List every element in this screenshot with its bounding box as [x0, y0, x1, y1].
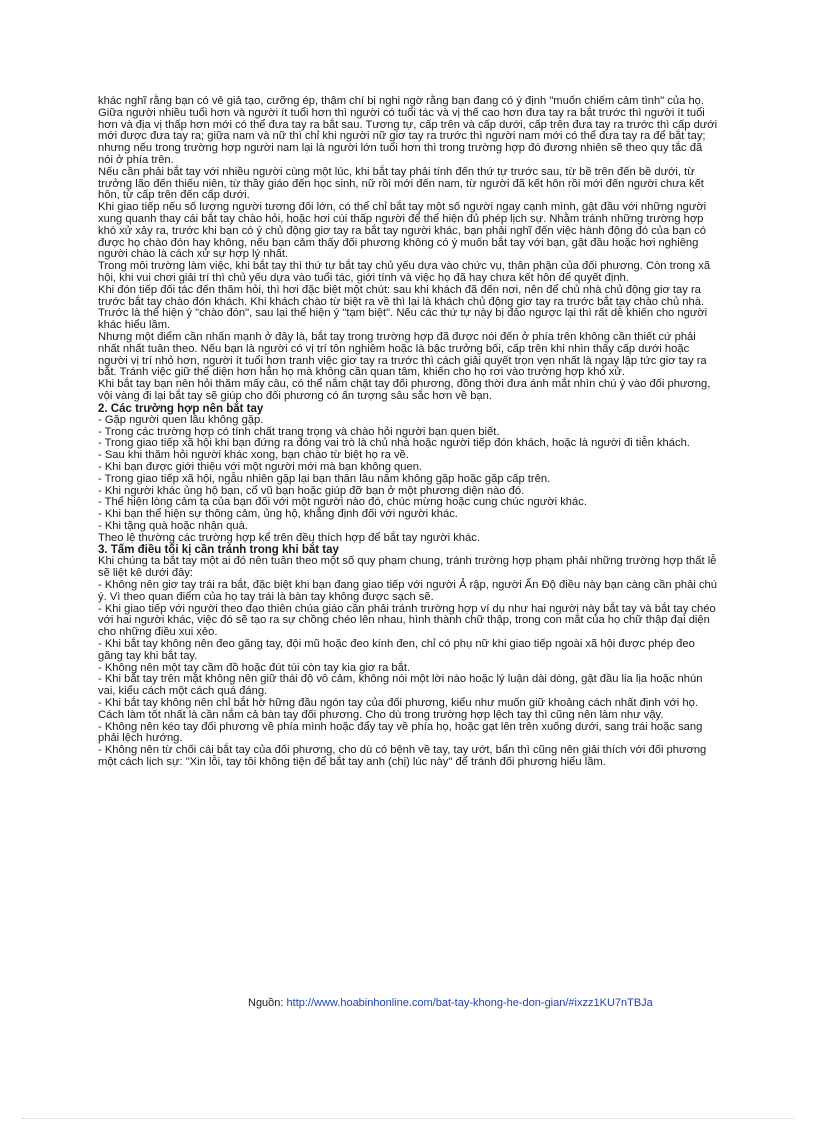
paragraph: Khi chúng ta bắt tay một ai đó nên tuân theo một số quy phạm chung, tránh trường hợp phạm phải những trường hợp thất lễ sẽ liệt kê dưới đây:	[98, 555, 717, 580]
paragraph: - Không nên giơ tay trái ra bắt, đặc biệt khi bạn đang giao tiếp với người Ả rập, người Ấn Độ điều này bạn càng cần phải chú ý. Vì theo quan điểm của họ tay trái là bàn tay không được sạch sẽ.	[98, 579, 717, 603]
paragraph: khác nghĩ rằng bạn có vẻ giả tạo, cưỡng ép, thậm chí bị nghi ngờ rằng bạn đang có ý định "muốn chiếm cảm tình" của họ.	[98, 95, 705, 107]
paragraph: - Không nên một tay cầm đồ hoặc đút túi còn tay kia giơ ra bắt.	[98, 661, 411, 674]
section-heading: 3. Tấm điều tối kị cần tránh trong khi bắt tay	[98, 544, 339, 557]
paragraph: - Sau khi thăm hỏi người khác xong, bạn chào từ biệt họ ra về.	[98, 449, 409, 462]
paragraph: Theo lệ thường các trường hợp kể trên đều thích hợp để bắt tay người khác.	[98, 531, 480, 544]
paragraph: Nhưng một điểm cần nhấn mạnh ở đây là, bắt tay trong trường hợp đã được nói đến ở phía trên không cần thiết cứ phải nhất nhất tuân theo. Nếu bạn là người có vị trí tôn nghiêm hoặc là bậc trưởng bối, cấp trên khi nhìn thấy cấp dưới hoặc người vị trí nhỏ hơn, người ít tuổi hơn tranh việc giơ tay ra trước thì cách giải quyết trọn vẹn nhất là ngay lập tức giơ tay ra bắt. Tránh việc giữ thể diện hơn hẳn họ mà không cần quan tâm, khiến cho họ rơi vào trường hợp khó xử.	[98, 330, 707, 379]
paragraph: Khi giao tiếp nếu số lượng người tương đối lớn, có thể chỉ bắt tay một số người ngay cạnh mình, gật đầu với những người xung quanh thay cái bắt tay chào hỏi, hoặc hơi cúi thấp người để thể hiện đủ phép lịch sự. Nhằm tránh những trường hợp khó xử xảy ra, trước khi bạn có ý chủ động giơ tay ra bắt tay người khác, bạn phải nghĩ đến việc hành động đó của bạn có được họ chào đón hay không, nếu bạn cảm thấy đối phương không có ý muốn bắt tay với bạn, gật đầu hoặc hơi nghiêng người chào là cách xử sự hợp lý nhất.	[98, 201, 707, 261]
paragraph: - Khi bắt tay trên mặt không nên giữ thái độ vô cảm, không nói một lời nào hoặc lý luận dài dòng, gật đầu lia lịa hoặc nhún vai, kiểu cách một cách quá đáng.	[98, 673, 703, 698]
paragraph: - Khi bắt tay không nên đeo găng tay, đội mũ hoặc đeo kính đen, chỉ có phụ nữ khi giao tiếp ngoài xã hội được phép đeo găng tay khi bắt tay.	[98, 638, 695, 662]
paragraph: - Khi giao tiếp với người theo đạo thiên chúa giáo cần phải tránh trường hợp ví dụ như hai người này bắt tay và bắt tay chéo với hai người khác, việc đó sẽ tạo ra sự chồng chéo lên nhau, hình thành chữ thập, trong con mắt của họ chữ thập đại diện cho những điều xui xẻo.	[98, 602, 716, 639]
paragraph: - Thể hiện lòng cảm tạ của bạn đối với một người nào đó, chúc mừng hoặc cung chúc người khác.	[98, 496, 587, 509]
paragraph: Giữa người nhiều tuổi hơn và người ít tuổi hơn thì người có tuổi tác và vị thế cao hơn đưa tay ra bắt trước thì người ít tuổi hơn và địa vị thấp hơn mới có thể đưa tay ra bắt sau. Tương tự, cấp trên và cấp dưới, cấp trên đưa tay ra trước thì cấp dưới mới được đưa tay ra; giữa nam và nữ thì chỉ khi người nữ giơ tay ra trước thì người nam mới có thể đưa tay ra để bắt tay; nhưng nếu trong trường hợp người nam lại là người lớn tuổi hơn thì trong trường hợp đó đương nhiên sẽ theo quy tắc đã nói ở phía trên.	[98, 106, 718, 166]
document-body	[98, 96, 720, 769]
paragraph: - Khi người khác ủng hộ bạn, cổ vũ bạn hoặc giúp đỡ bạn ở một phương diện nào đó.	[98, 484, 525, 497]
paragraph: - Trong giao tiếp xã hội khi bạn đứng ra đóng vai trò là chủ nhà hoặc người tiếp đón khách, hoặc là người đi tiễn khách.	[98, 437, 690, 450]
source-link[interactable]: http://www.hoabinhonline.com/bat-tay-khong-he-don-gian/#ixzz1KU7nTBJa	[286, 997, 653, 1009]
page-footer-divider	[22, 1118, 794, 1119]
paragraph: - Khi bắt tay không nên chỉ bắt hờ hững đầu ngón tay của đối phương, kiểu như muốn giữ khoảng cách nhất định với họ. Cách làm tốt nhất là cần nắm cả bàn tay đối phương. Cho dù trong trường hợp lệch tay thì cũng nên làm như vậy.	[98, 697, 698, 721]
section-heading: 2. Các trường hợp nên bắt tay	[98, 402, 264, 415]
paragraph: Khi bắt tay bạn nên hỏi thăm mấy câu, có thể nắm chặt tay đối phương, đồng thời đưa ánh mắt nhìn chú ý vào đối phương, vội vàng đi lại bắt tay sẽ giúp cho đối phương có ấn tượng sâu sắc hơn về bạn.	[98, 378, 711, 402]
source-label: Nguồn:	[248, 997, 287, 1009]
paragraph: - Không nên kéo tay đối phương về phía mình hoặc đẩy tay về phía họ, hoặc gạt lên trên xuống dưới, sang trái hoặc sang phải lệch hướng.	[98, 720, 703, 745]
paragraph: - Trong các trường hợp có tính chất trang trọng và chào hỏi người bạn quen biết.	[98, 425, 500, 438]
paragraph: Trong môi trường làm việc, khi bắt tay thì thứ tự bắt tay chủ yếu dựa vào chức vụ, thân phận của đối phương. Còn trong xã hội, khi vui chơi giải trí thì chủ yếu dựa vào tuổi tác, giới tính và việc họ đã hay chưa kết hôn để quyết định.	[98, 260, 711, 284]
paragraph: - Trong giao tiếp xã hội, ngẫu nhiên gặp lại bạn thân lâu năm không gặp hoặc gặp cấp trên.	[98, 472, 551, 485]
paragraph: Nếu cần phải bắt tay với nhiều người cùng một lúc, khi bắt tay phải tính đến thứ tự trước sau, từ bề trên đến bề dưới, từ trưởng lão đến thiếu niên, từ thầy giáo đến học sinh, nữ rồi mới đến nam, từ người đã kết hôn rồi mới đến người chưa kết hôn, từ cấp trên đến cấp dưới.	[98, 165, 704, 202]
paragraph: - Khi bạn được giới thiệu với một người mới mà bạn không quen.	[98, 460, 423, 473]
paragraph: Khi đón tiếp đối tác đến thăm hỏi, thì hơi đặc biệt một chút: sau khi khách đã đến nơi, nên để chủ nhà chủ động giơ tay ra trước bắt tay chào đón khách. Khi khách chào từ biệt ra về thì lại là khách chủ động giơ tay ra trước bắt tay chào chủ nhà. Trước là thể hiện ý "chào đón", sau lại thể hiện ý "tạm biệt". Nếu các thứ tự này bị đảo ngược lại thì rất dễ khiến cho người khác hiểu lầm.	[98, 283, 708, 332]
paragraph: - Khi bạn thể hiện sự thông cảm, ủng hộ, khẳng định đối với người khác.	[98, 508, 458, 521]
source-citation	[248, 997, 653, 1010]
paragraph: - Khi tặng quà hoặc nhận quà.	[98, 519, 248, 532]
paragraph: - Gặp người quen lâu không gặp.	[98, 413, 264, 426]
paragraph: - Không nên từ chối cái bắt tay của đối phương, cho dù có bệnh về tay, tay ướt, bẩn thì cũng nên giải thích với đối phương một cách lịch sự: "Xin lỗi, tay tôi không tiện để bắt tay anh (chị) lúc này" để tránh đối phương hiểu lầm.	[98, 744, 707, 769]
